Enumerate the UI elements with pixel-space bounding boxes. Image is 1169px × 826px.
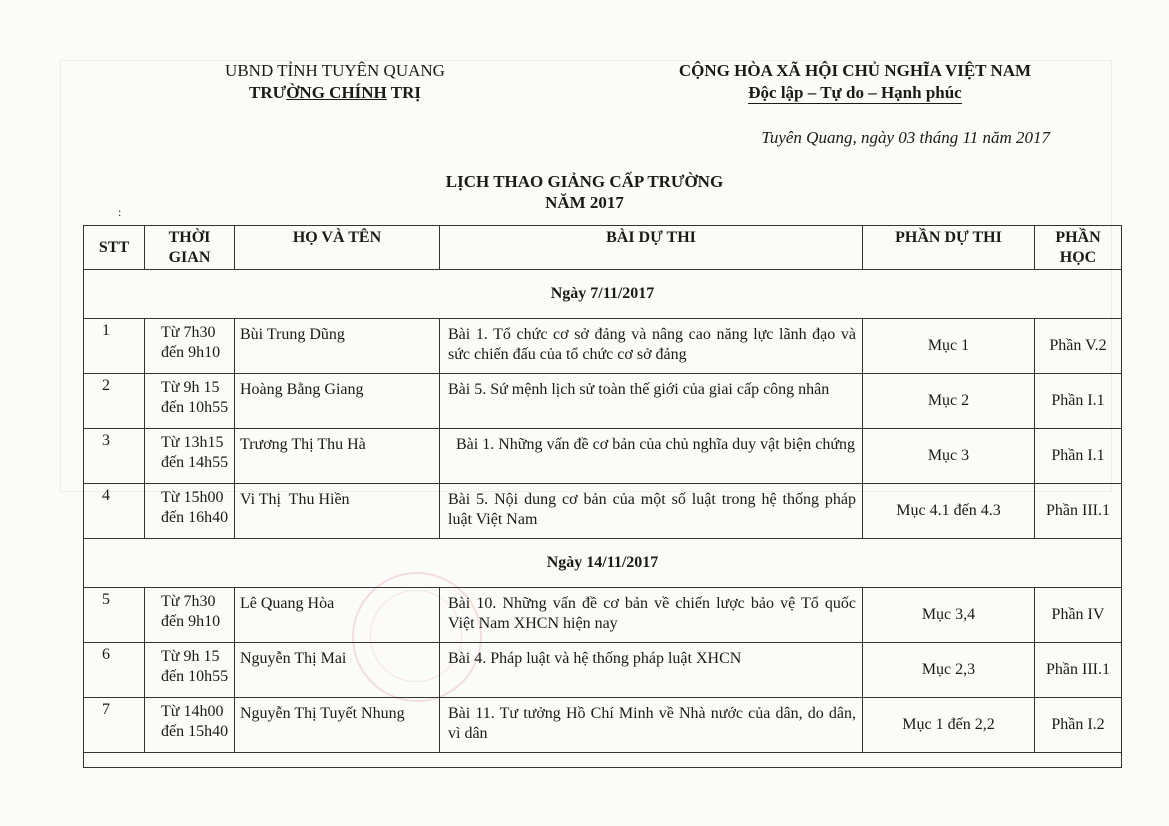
republic-name: CỘNG HÒA XÃ HỘI CHỦ NGHĨA VIỆT NAM bbox=[678, 61, 1032, 80]
document-title bbox=[0, 171, 1169, 213]
row-part: Mục 3 bbox=[863, 429, 1035, 484]
row-time bbox=[145, 698, 235, 753]
row-stt: 3 bbox=[84, 429, 145, 484]
row-name: Vi Thị Thu Hiền bbox=[235, 484, 440, 539]
table-row bbox=[84, 319, 1122, 374]
row-part: Mục 2 bbox=[863, 374, 1035, 429]
row-exam: Bài 4. Pháp luật và hệ thống pháp luật XHCN bbox=[440, 643, 863, 698]
row-stt: 2 bbox=[84, 374, 145, 429]
row-time-end: đến 10h55 bbox=[161, 399, 229, 416]
col-header-time bbox=[145, 226, 235, 270]
row-name: Nguyễn Thị Tuyết Nhung bbox=[235, 698, 440, 753]
row-part: Mục 1 đến 2,2 bbox=[863, 698, 1035, 753]
col-header-part: PHẦN DỰ THI bbox=[863, 226, 1035, 270]
school-text-a: TRƯ bbox=[249, 83, 287, 102]
row-time bbox=[145, 643, 235, 698]
row-exam: Bài 5. Nội dung cơ bản của một số luật trong hệ thống pháp luật Việt Nam bbox=[440, 484, 863, 539]
day-label: Ngày 7/11/2017 bbox=[84, 270, 1122, 319]
national-motto: Độc lập – Tự do – Hạnh phúc bbox=[748, 83, 962, 102]
table-row bbox=[84, 698, 1122, 753]
col-header-section-line1: PHẦN bbox=[1055, 228, 1101, 246]
row-stt: 1 bbox=[84, 319, 145, 374]
table-row bbox=[84, 374, 1122, 429]
col-header-exam: BÀI DỰ THI bbox=[440, 226, 863, 270]
row-stt: 4 bbox=[84, 484, 145, 539]
row-part: Mục 2,3 bbox=[863, 643, 1035, 698]
row-exam: Bài 11. Tư tưởng Hồ Chí Minh về Nhà nước của dân, do dân, vì dân bbox=[440, 698, 863, 753]
row-time-end: đến 9h10 bbox=[161, 613, 221, 630]
row-time bbox=[145, 319, 235, 374]
row-time-start: Từ 9h 15 bbox=[161, 379, 220, 396]
row-section: Phần IV bbox=[1035, 588, 1122, 643]
row-time-start: Từ 14h00 bbox=[161, 703, 224, 720]
row-section: Phần V.2 bbox=[1035, 319, 1122, 374]
row-part: Mục 3,4 bbox=[863, 588, 1035, 643]
col-header-time-line1: THỜI bbox=[168, 228, 211, 246]
issuer-province: UBND TỈNH TUYÊN QUANG bbox=[225, 61, 445, 80]
schedule-table bbox=[83, 225, 1122, 768]
issuer-school bbox=[170, 82, 500, 104]
empty-cell bbox=[84, 753, 1122, 768]
row-name: Hoàng Bằng Giang bbox=[235, 374, 440, 429]
row-name: Trương Thị Thu Hà bbox=[235, 429, 440, 484]
document-date: Tuyên Quang, ngày 03 tháng 11 năm 2017 bbox=[761, 128, 1050, 147]
row-exam: Bài 1. Những vấn đề cơ bản của chủ nghĩa duy vật biện chứng bbox=[440, 429, 863, 484]
day-label: Ngày 14/11/2017 bbox=[84, 539, 1122, 588]
row-section: Phần III.1 bbox=[1035, 643, 1122, 698]
row-time bbox=[145, 484, 235, 539]
row-time bbox=[145, 374, 235, 429]
row-exam: Bài 5. Sứ mệnh lịch sử toàn thế giới của giai cấp công nhân bbox=[440, 374, 863, 429]
row-time-end: đến 10h55 bbox=[161, 668, 229, 685]
issuer-block bbox=[170, 60, 500, 104]
row-stt: 6 bbox=[84, 643, 145, 698]
stray-mark: : bbox=[118, 205, 122, 219]
school-text-c: TRỊ bbox=[386, 83, 421, 102]
row-time-end: đến 9h10 bbox=[161, 344, 221, 361]
table-row bbox=[84, 643, 1122, 698]
col-header-section bbox=[1035, 226, 1122, 270]
row-time bbox=[145, 429, 235, 484]
table-header-row bbox=[84, 226, 1122, 270]
row-time-end: đến 16h40 bbox=[161, 509, 229, 526]
row-part: Mục 4.1 đến 4.3 bbox=[863, 484, 1035, 539]
row-time-start: Từ 13h15 bbox=[161, 434, 224, 451]
row-stt: 7 bbox=[84, 698, 145, 753]
row-time-start: Từ 9h 15 bbox=[161, 648, 220, 665]
row-time-end: đến 14h55 bbox=[161, 454, 229, 471]
row-section: Phần I.1 bbox=[1035, 374, 1122, 429]
title-line-1: LỊCH THAO GIẢNG CẤP TRƯỜNG bbox=[445, 172, 724, 191]
row-exam: Bài 10. Những vấn đề cơ bản về chiến lược bảo vệ Tổ quốc Việt Nam XHCN hiện nay bbox=[440, 588, 863, 643]
row-name: Lê Quang Hòa bbox=[235, 588, 440, 643]
row-section: Phần III.1 bbox=[1035, 484, 1122, 539]
row-name: Nguyễn Thị Mai bbox=[235, 643, 440, 698]
empty-bottom-row bbox=[84, 753, 1122, 768]
day-row bbox=[84, 539, 1122, 588]
col-header-name: HỌ VÀ TÊN bbox=[235, 226, 440, 270]
row-time-start: Từ 7h30 bbox=[161, 593, 216, 610]
row-time-end: đến 15h40 bbox=[161, 723, 229, 740]
col-header-time-line2: GIAN bbox=[168, 248, 211, 266]
col-header-section-line2: HỌC bbox=[1059, 248, 1097, 266]
row-exam: Bài 1. Tổ chức cơ sở đảng và nâng cao năng lực lãnh đạo và sức chiến đấu của tổ chức cơ sở đảng bbox=[440, 319, 863, 374]
row-section: Phần I.2 bbox=[1035, 698, 1122, 753]
title-line-2: NĂM 2017 bbox=[545, 193, 624, 212]
table-row bbox=[84, 588, 1122, 643]
row-part: Mục 1 bbox=[863, 319, 1035, 374]
national-heading bbox=[600, 60, 1110, 104]
table-row bbox=[84, 429, 1122, 484]
row-name: Bùi Trung Dũng bbox=[235, 319, 440, 374]
row-time bbox=[145, 588, 235, 643]
row-time-start: Từ 7h30 bbox=[161, 324, 216, 341]
row-stt: 5 bbox=[84, 588, 145, 643]
row-section: Phần I.1 bbox=[1035, 429, 1122, 484]
col-header-stt: STT bbox=[84, 226, 145, 270]
row-time-start: Từ 15h00 bbox=[161, 489, 224, 506]
table-row bbox=[84, 484, 1122, 539]
day-row bbox=[84, 270, 1122, 319]
school-text-underlined: ỜNG CHÍNH bbox=[286, 83, 387, 102]
